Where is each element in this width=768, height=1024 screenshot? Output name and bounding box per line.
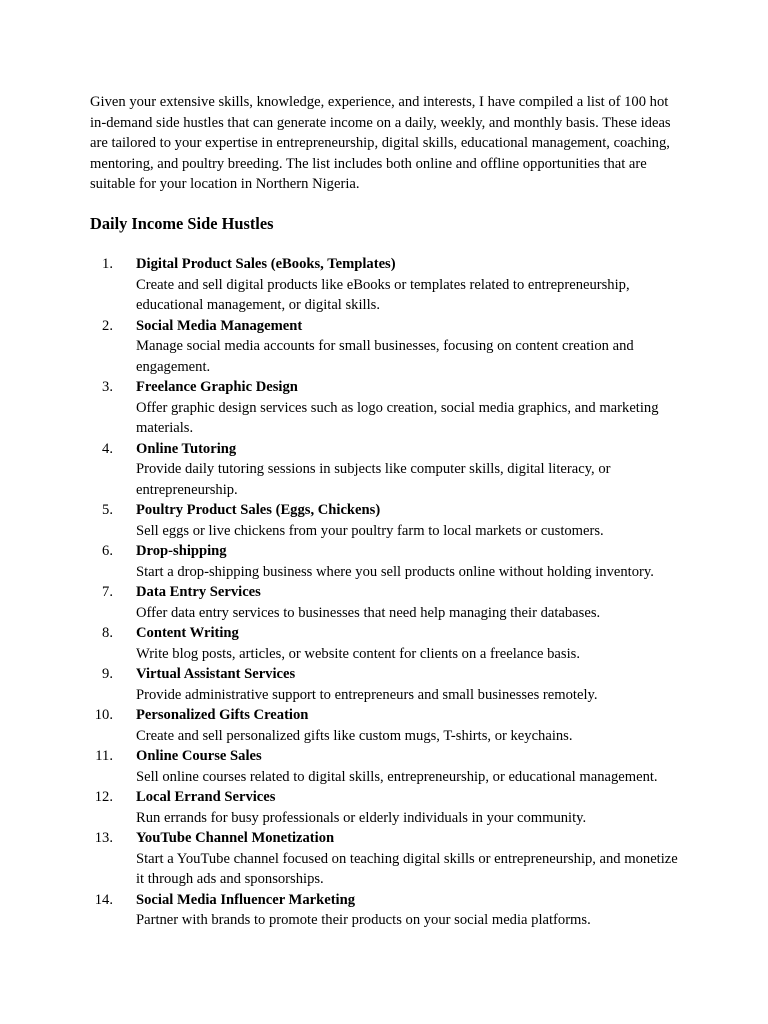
item-title: Drop-shipping <box>136 543 227 559</box>
list-item <box>90 254 690 316</box>
item-number: 3. <box>102 379 113 395</box>
item-description: Run errands for busy professionals or elderly individuals in your community. <box>136 809 587 826</box>
item-number: 14. <box>94 891 113 908</box>
list-item <box>90 439 690 501</box>
list-item <box>90 582 690 623</box>
item-description: Manage social media accounts for small businesses, focusing on content creation and engagement. <box>136 338 634 375</box>
item-description: Start a YouTube channel focused on teaching digital skills or entrepreneurship, and monetize it through ads and sponsorships. <box>136 850 678 887</box>
item-title: Local Errand Services <box>136 789 276 805</box>
list-item <box>90 541 690 582</box>
item-description: Create and sell personalized gifts like custom mugs, T-shirts, or keychains. <box>136 727 573 744</box>
item-description: Offer graphic design services such as logo creation, social media graphics, and marketing materials. <box>136 399 659 436</box>
list-item <box>90 746 690 787</box>
item-number: 7. <box>102 584 113 600</box>
list-item <box>90 890 690 931</box>
item-title: Online Course Sales <box>136 748 262 764</box>
item-description: Write blog posts, articles, or website content for clients on a freelance basis. <box>136 645 580 662</box>
list-item <box>90 316 690 378</box>
section-heading: Daily Income Side Hustles <box>90 214 274 233</box>
item-title: Freelance Graphic Design <box>136 379 298 395</box>
list-item <box>90 787 690 828</box>
list-item <box>90 623 690 664</box>
list-item <box>90 664 690 705</box>
side-hustle-list <box>90 254 690 931</box>
item-description: Provide administrative support to entrepreneurs and small businesses remotely. <box>136 686 598 703</box>
item-number: 1. <box>102 256 113 272</box>
list-item <box>90 705 690 746</box>
item-number: 4. <box>102 440 113 457</box>
item-number: 11. <box>95 748 113 764</box>
item-title: Virtual Assistant Services <box>136 666 296 682</box>
item-number: 12. <box>94 789 113 805</box>
item-description: Sell eggs or live chickens from your poultry farm to local markets or customers. <box>136 522 604 539</box>
item-description: Offer data entry services to businesses that need help managing their databases. <box>136 604 601 621</box>
item-title: Content Writing <box>136 625 239 641</box>
item-description: Sell online courses related to digital skills, entrepreneurship, or educational management. <box>136 768 658 785</box>
item-number: 2. <box>102 317 113 334</box>
item-title: Social Media Influencer Marketing <box>136 891 356 908</box>
item-title: Personalized Gifts Creation <box>136 707 309 723</box>
item-description: Create and sell digital products like eBooks or templates related to entrepreneurship, educational management, or digital skills. <box>136 276 630 313</box>
item-number: 13. <box>94 830 113 846</box>
item-number: 9. <box>102 666 113 682</box>
item-title: YouTube Channel Monetization <box>136 830 335 846</box>
item-title: Poultry Product Sales (Eggs, Chickens) <box>136 502 381 518</box>
item-description: Provide daily tutoring sessions in subjects like computer skills, digital literacy, or entrepreneurship. <box>136 461 611 498</box>
item-title: Data Entry Services <box>136 584 261 600</box>
list-item <box>90 828 690 890</box>
item-number: 10. <box>94 707 113 723</box>
item-title: Online Tutoring <box>136 440 237 457</box>
item-description: Partner with brands to promote their products on your social media platforms. <box>136 912 591 928</box>
item-description: Start a drop-shipping business where you sell products online without holding inventory. <box>136 563 654 580</box>
item-number: 5. <box>102 502 113 518</box>
item-number: 8. <box>102 625 113 641</box>
list-item <box>90 500 690 541</box>
item-title: Social Media Management <box>136 317 303 334</box>
list-item <box>90 377 690 439</box>
item-title: Digital Product Sales (eBooks, Templates) <box>136 256 396 272</box>
intro-paragraph: Given your extensive skills, knowledge, experience, and interests, I have compiled a list of 100 hot in-demand side hustles that can generate income on a daily, weekly, and monthly basis. These ideas are tailored to your expertise in entrepreneurship, digital skills, educational management, coaching, mentoring, and poultry breeding. The list includes both online and offline opportunities that are suitable for your location in Northern Nigeria. <box>90 94 671 192</box>
item-number: 6. <box>102 543 113 559</box>
